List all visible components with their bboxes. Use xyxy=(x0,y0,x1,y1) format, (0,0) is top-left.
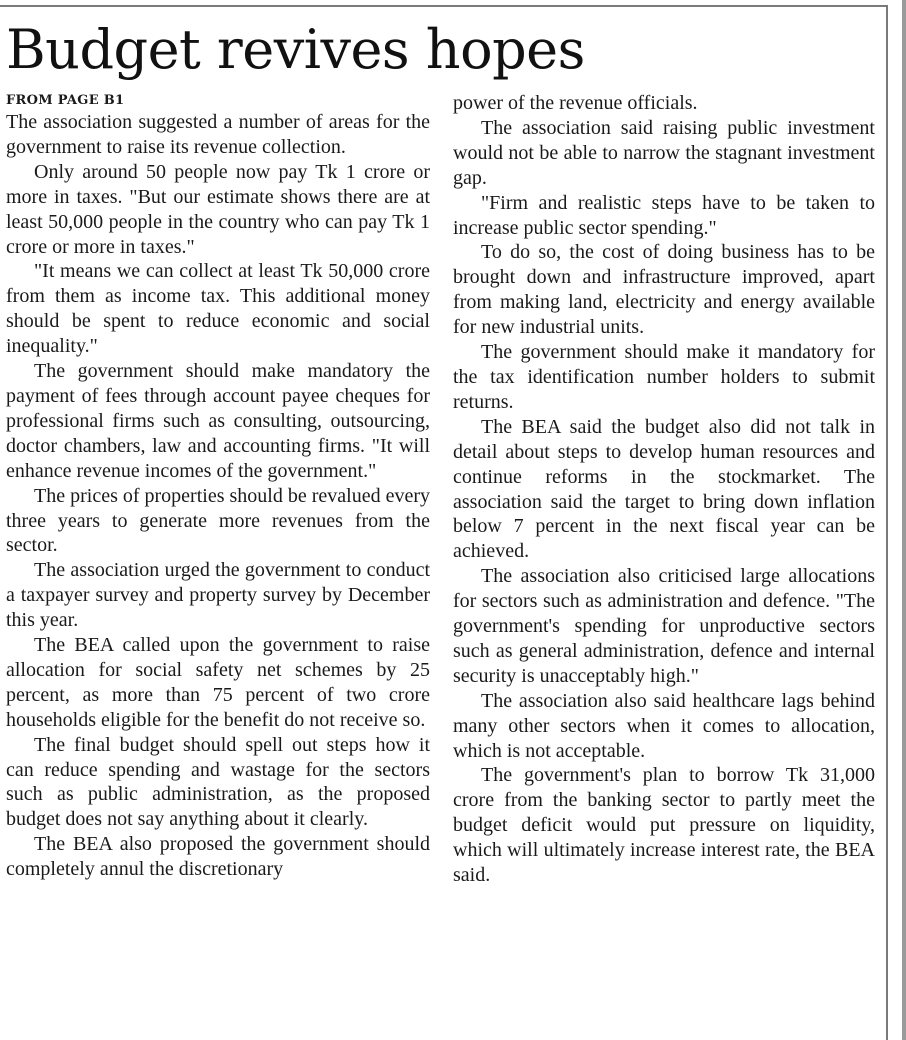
article-column-right xyxy=(453,91,875,888)
paragraph: The association said raising public investment would not be able to narrow the stagnant investment gap. xyxy=(453,116,875,189)
paragraph: The prices of properties should be revalued every three years to generate more revenues from the sector. xyxy=(6,484,430,557)
paragraph: The association urged the government to conduct a taxpayer survey and property survey by December this year. xyxy=(6,559,430,632)
continuation-kicker: FROM PAGE B1 xyxy=(6,93,125,108)
paragraph: The BEA called upon the government to raise allocation for social safety net schemes by 25 percent, as more than 75 percent of two crore households eligible for the benefit do not receive so. xyxy=(6,634,430,731)
paragraph: The final budget should spell out steps how it can reduce spending and wastage for the sectors such as public administration, as the proposed budget does not say anything about it clearly. xyxy=(6,733,430,831)
paragraph: The BEA also proposed the government should completely annul the discretionary xyxy=(6,833,430,881)
paragraph: The government's plan to borrow Tk 31,000 crore from the banking sector to partly meet the budget deficit would put pressure on liquidity, which will ultimately increase interest rate, the BEA said. xyxy=(453,764,875,887)
right-rule xyxy=(886,5,888,1040)
headline: Budget revives hopes xyxy=(6,18,585,81)
top-rule xyxy=(0,5,886,7)
paragraph: The association also said healthcare lags behind many other sectors when it comes to allocation, which is not acceptable. xyxy=(453,689,875,762)
article-column-left xyxy=(6,92,430,882)
paragraph: The association suggested a number of areas for the government to raise its revenue collection. xyxy=(6,111,430,158)
paragraph: "It means we can collect at least Tk 50,000 crore from them as income tax. This additional money should be spent to reduce economic and social inequality." xyxy=(6,260,430,358)
paragraph: To do so, the cost of doing business has to be brought down and infrastructure improved, apart from making land, electricity and energy available for new industrial units. xyxy=(453,241,875,339)
paragraph: The government should make mandatory the payment of fees through account payee cheques for professional firms such as consulting, outsourcing, doctor chambers, law and accounting firms. "It will enhance revenue incomes of the government." xyxy=(6,360,430,482)
scan-edge xyxy=(902,0,906,1040)
paragraph: "Firm and realistic steps have to be taken to increase public sector spending." xyxy=(453,191,875,239)
paragraph: The association also criticised large allocations for sectors such as administration and defence. "The government's spending for unproductive sectors such as general administration, defence and internal security is unacceptably high." xyxy=(453,565,875,687)
paragraph: The BEA said the budget also did not talk in detail about steps to develop human resources and continue reforms in the stockmarket. The association said the target to bring down inflation below 7 percent in the next fiscal year can be achieved. xyxy=(453,415,875,563)
paragraph: Only around 50 people now pay Tk 1 crore or more in taxes. "But our estimate shows there are at least 50,000 people in the country who can pay Tk 1 crore or more in taxes." xyxy=(6,160,430,258)
paragraph: power of the revenue officials. xyxy=(453,92,698,114)
paragraph: The government should make it mandatory for the tax identification number holders to submit returns. xyxy=(453,341,875,413)
